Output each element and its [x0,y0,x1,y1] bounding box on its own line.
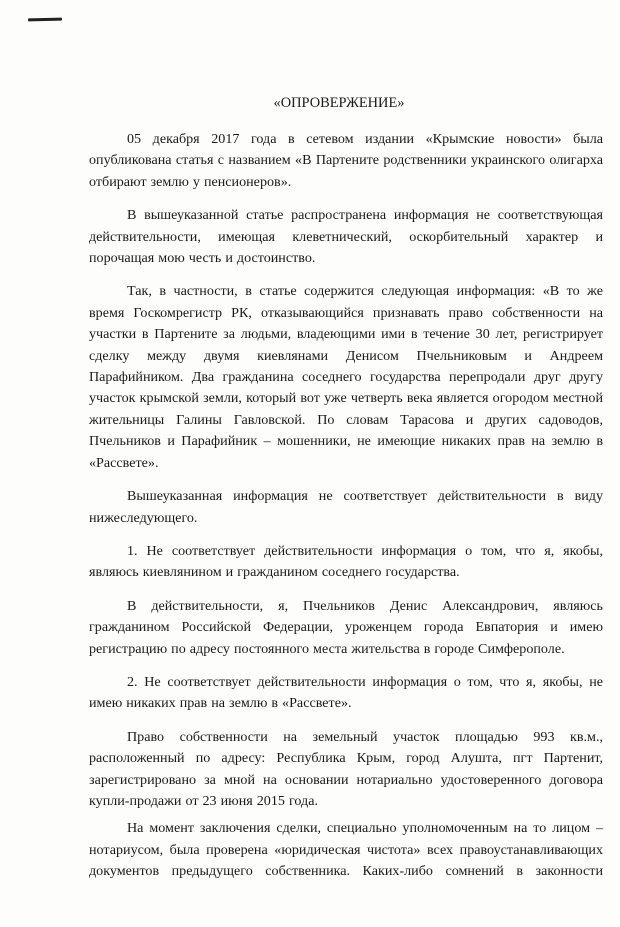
paragraph-claim: В вышеуказанной статье распространена информация не соответствующая действительности, имеющая клеветнический, оскорбительный характер и порочащая мою честь и достоинство. [89,207,603,267]
scan-mark [28,18,62,22]
paragraph-point-2: 2. Не соответствует действительности информация о том, что я, якобы, не имею никаких прав на землю в «Рассвете». [89,673,603,712]
document-title: «ОПРОВЕРЖЕНИЕ» [273,95,405,111]
paragraph-point-1: 1. Не соответствует действительности информация о том, что я, якобы, являюсь киевлянином и гражданином соседнего государства. [89,542,603,581]
paragraph-citizenship: В действительности, я, Пчельников Денис Александрович, являюсь гражданином Российской Федерации, уроженцем города Евпатория и имею регистрацию по адресу постоянного места жительства в городе Симферополе. [89,597,603,657]
paragraph-quote: Так, в частности, в статье содержится следующая информация: «В то же время Госкомрегистр РК, отказывающийся признавать право собственности на участки в Партените за людьми, владеющими ими в течение 30 лет, регистрирует сделку между двумя киевлянами Денисом Пчельниковым и Андреем Парафийником. Два гражданина соседнего государства перепродали друг другу участок крымской земли, который вот уже четверть века является огородом местной жительницы Галины Гавловской. По словам Тарасова и других садоводов, Пчельников и Парафийник – мошенники, не имеющие никаких прав на землю в «Рассвете». [89,283,603,471]
paragraph-rebuttal-intro: Вышеуказанная информация не соответствует действительности в виду нижеследующего. [89,488,603,526]
paragraph-publication: 05 декабря 2017 года в сетевом издании «Крымские новости» была опубликована статья с названием «В Партените родственники украинского олигарха отбирают землю у пенсионеров». [89,131,603,190]
document-body [89,94,603,883]
paragraph-transaction: На момент заключения сделки, специально уполномоченным на то лицом – нотариусом, была проверена «юридическая чистота» всех правоустанавливающих документов предыдущего собственника. Каких-либо сомнений в законности [89,820,603,880]
paragraph-ownership: Право собственности на земельный участок площадью 993 кв.м., расположенный по адресу: Республика Крым, город Алушта, пгт Партенит, зарегистрировано за мной на основании нотариально удостоверенного договора купли-продажи от 23 июня 2015 года. [89,728,603,809]
